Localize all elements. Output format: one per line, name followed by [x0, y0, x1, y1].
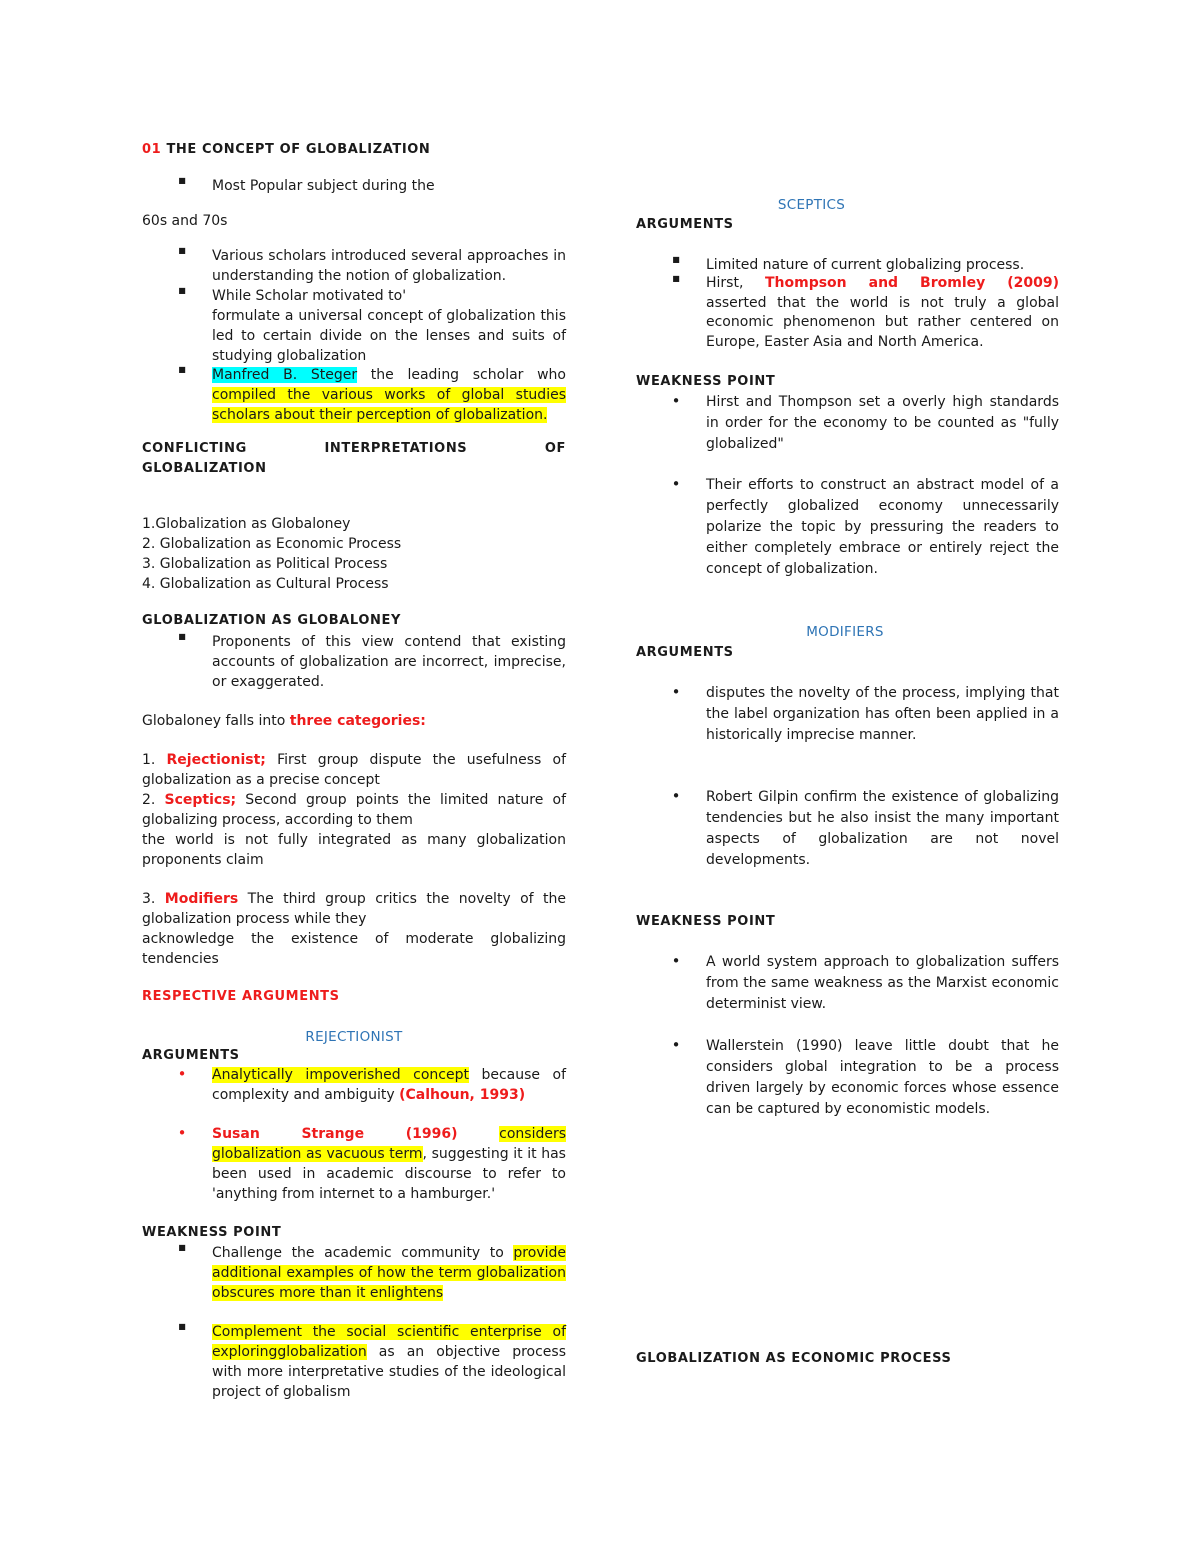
list-item: 1.Globalization as Globaloney [142, 516, 351, 532]
list-item: ■ Hirst, Thompson and Bromley (2009) asserted that the world is not truly a global economic phenomenon but rather centered on Europe, Easter Asia and North America. [636, 274, 1059, 352]
arguments-label: ARGUMENTS [142, 1048, 240, 1063]
weakness-label: WEAKNESS POINT [636, 914, 776, 929]
list-item: ■ Limited nature of current globalizing process. [636, 255, 1059, 275]
square-bullet-icon: ■ [672, 255, 680, 264]
list-item: • Robert Gilpin confirm the existence of globalizing tendencies but he also insist the many important aspects of globalization are not novel developments. [671, 787, 1059, 868]
square-bullet-icon: ■ [178, 286, 186, 295]
conflicting-heading: CONFLICTING INTERPRETATIONS OF GLOBALIZATION [142, 441, 566, 476]
list-item: • Wallerstein (1990) leave little doubt that he considers global integration to be a process driven largely by economic forces whose essence can be captured by economistic models. [671, 1036, 1059, 1117]
bullet-icon: • [671, 787, 681, 805]
sceptics-label: SCEPTICS [777, 197, 846, 213]
modifiers-label: MODIFIERS [806, 624, 884, 640]
paragraph: Globaloney falls into three categories: [142, 713, 426, 729]
category-rejectionist: 1. Rejectionist; First group dispute the usefulness of globalization as a precise concept [142, 752, 566, 788]
highlighted-name: Manfred B. Steger [212, 367, 358, 383]
arguments-label: ARGUMENTS [636, 217, 734, 232]
list-item: • disputes the novelty of the process, implying that the label organization has often been applied in a historically imprecise manner. [671, 683, 1059, 743]
weakness-label: WEAKNESS POINT [636, 374, 776, 389]
square-bullet-icon: ■ [672, 274, 680, 283]
square-bullet-icon: ■ [178, 1243, 186, 1252]
square-bullet-icon: ■ [178, 246, 186, 255]
arguments-label: ARGUMENTS [636, 645, 734, 660]
square-bullet-icon: ■ [178, 632, 186, 641]
section-number: 01 [142, 142, 162, 157]
list-item: ■ While Scholar motivated to' formulate a universal concept of globalization this led to certain divide on the lenses and suits of studying globalization [142, 286, 566, 366]
paragraph: 60s and 70s [142, 213, 228, 229]
list-item: • Hirst and Thompson set a overly high standards in order for the economy to be counted as "fully globalized" [671, 392, 1059, 452]
list-item: 3. Globalization as Political Process [142, 556, 388, 572]
square-bullet-icon: ■ [178, 1322, 186, 1331]
list-item: • Their efforts to construct an abstract model of a perfectly globalized economy unnecessarily polarize the topic by pressuring the readers to either completely embrace or entirely reject the concept of globalization. [671, 475, 1059, 577]
red-bullet-icon: • [177, 1124, 187, 1142]
list-item: ■ Complement the social scientific enterprise of exploringglobalization as an objective process with more interpretative studies of the ideological project of globalism [142, 1322, 566, 1402]
list-item: ■ Challenge the academic community to provide additional examples of how the term globalization obscures more than it enlightens [142, 1243, 566, 1303]
list-item: ■ Proponents of this view contend that existing accounts of globalization are incorrect, imprecise, or exaggerated. [142, 632, 566, 692]
square-bullet-icon: ■ [178, 176, 186, 185]
list-item: ■ Most Popular subject during the [142, 176, 566, 196]
category-modifiers: 3. Modifiers The third group critics the novelty of the globalization process while they acknowledge the existence of moderate globalizing tendencies [142, 891, 566, 967]
globaloney-heading: GLOBALIZATION AS GLOBALONEY [142, 613, 401, 628]
respective-heading: RESPECTIVE ARGUMENTS [142, 989, 340, 1004]
bullet-icon: • [671, 475, 681, 493]
list-item: • Analytically impoverished concept because of complexity and ambiguity (Calhoun, 1993) [177, 1065, 567, 1103]
economic-heading: GLOBALIZATION AS ECONOMIC PROCESS [636, 1351, 952, 1366]
bullet-icon: • [671, 683, 681, 701]
bullet-icon: • [671, 952, 681, 970]
bullet-icon: • [671, 1036, 681, 1054]
square-bullet-icon: ■ [178, 365, 186, 374]
list-item: ■ Manfred B. Steger the leading scholar who compiled the various works of global studies scholars about their perception of globalization. [142, 365, 566, 425]
list-item: • A world system approach to globalization suffers from the same weakness as the Marxist economic determinist view. [671, 952, 1059, 1012]
section-title [142, 140, 566, 160]
weakness-label: WEAKNESS POINT [142, 1225, 282, 1240]
category-sceptics: 2. Sceptics; Second group points the limited nature of globalizing process, according to them the world is not fully integrated as many globalization proponents claim [142, 792, 566, 868]
list-item: 2. Globalization as Economic Process [142, 536, 402, 552]
red-bullet-icon: • [177, 1065, 187, 1083]
highlighted-text: compiled the various works of global studies scholars about their perception of globalization. [212, 387, 566, 423]
list-item: 4. Globalization as Cultural Process [142, 576, 389, 592]
section-title-text: THE CONCEPT OF GLOBALIZATION [166, 142, 431, 157]
bullet-icon: • [671, 392, 681, 410]
list-item: ■ Various scholars introduced several approaches in understanding the notion of globalization. [142, 246, 566, 286]
rejectionist-label: REJECTIONIST [305, 1029, 403, 1045]
list-item: • Susan Strange (1996) considers globalization as vacuous term, suggesting it it has been used in academic discourse to refer to 'anything from internet to a hamburger.' [177, 1124, 567, 1202]
